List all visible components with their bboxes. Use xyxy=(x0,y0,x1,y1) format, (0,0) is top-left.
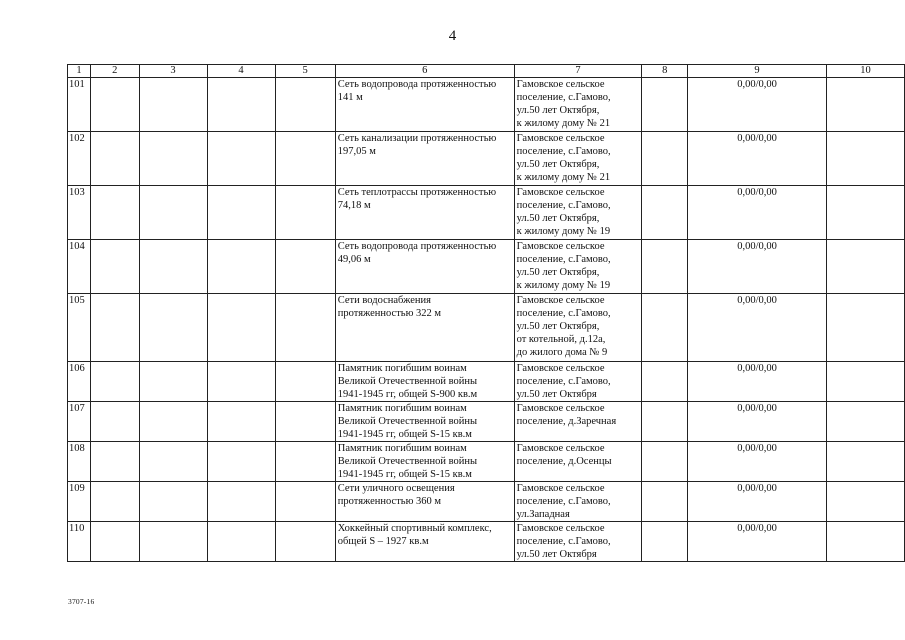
cell-col-10 xyxy=(827,78,905,132)
cell-col-7: Гамовское сельское поселение, д.Заречная xyxy=(514,402,642,442)
cell-col-3 xyxy=(139,482,207,522)
cell-col-6: Сеть водопровода протяженностью 141 м xyxy=(335,78,514,132)
cell-col-1: 107 xyxy=(68,402,91,442)
cell-col-3 xyxy=(139,294,207,362)
cell-col-10 xyxy=(827,132,905,186)
table-row xyxy=(68,402,905,442)
cell-col-3 xyxy=(139,402,207,442)
cell-col-5 xyxy=(275,442,335,482)
registry-table xyxy=(67,64,905,562)
column-header-6: 6 xyxy=(335,65,514,78)
cell-col-4 xyxy=(207,482,275,522)
cell-col-1: 109 xyxy=(68,482,91,522)
cell-col-9: 0,00/0,00 xyxy=(688,522,827,562)
cell-col-4 xyxy=(207,78,275,132)
cell-col-2 xyxy=(90,522,139,562)
cell-col-1: 103 xyxy=(68,186,91,240)
page-number: 4 xyxy=(448,28,457,44)
column-header-3: 3 xyxy=(139,65,207,78)
table-row xyxy=(68,294,905,362)
cell-col-2 xyxy=(90,442,139,482)
cell-col-8 xyxy=(642,78,688,132)
cell-col-10 xyxy=(827,294,905,362)
cell-col-7: Гамовское сельское поселение, с.Гамово, ул.50 лет Октября, к жилому дому № 19 xyxy=(514,186,642,240)
cell-col-2 xyxy=(90,362,139,402)
cell-col-5 xyxy=(275,362,335,402)
cell-col-8 xyxy=(642,402,688,442)
cell-col-7: Гамовское сельское поселение, с.Гамово, ул.50 лет Октября, от котельной, д.12а, до жилого дома № 9 xyxy=(514,294,642,362)
cell-col-1: 105 xyxy=(68,294,91,362)
cell-col-1: 106 xyxy=(68,362,91,402)
cell-col-2 xyxy=(90,186,139,240)
cell-col-5 xyxy=(275,402,335,442)
cell-col-5 xyxy=(275,522,335,562)
cell-col-9: 0,00/0,00 xyxy=(688,78,827,132)
cell-col-8 xyxy=(642,132,688,186)
table-row xyxy=(68,240,905,294)
cell-col-7: Гамовское сельское поселение, с.Гамово, ул.50 лет Октября, к жилому дому № 19 xyxy=(514,240,642,294)
cell-col-9: 0,00/0,00 xyxy=(688,240,827,294)
cell-col-9: 0,00/0,00 xyxy=(688,442,827,482)
cell-col-6: Сеть теплотрассы протяженностью 74,18 м xyxy=(335,186,514,240)
cell-col-8 xyxy=(642,294,688,362)
cell-col-10 xyxy=(827,442,905,482)
cell-col-5 xyxy=(275,294,335,362)
cell-col-6: Хоккейный спортивный комплекс, общей S – 1927 кв.м xyxy=(335,522,514,562)
cell-col-7: Гамовское сельское поселение, д.Осенцы xyxy=(514,442,642,482)
cell-col-7: Гамовское сельское поселение, с.Гамово, ул.50 лет Октября, к жилому дому № 21 xyxy=(514,132,642,186)
cell-col-4 xyxy=(207,522,275,562)
cell-col-8 xyxy=(642,186,688,240)
cell-col-6: Памятник погибшим воинам Великой Отечественной войны 1941-1945 гг, общей S-15 кв.м xyxy=(335,442,514,482)
cell-col-5 xyxy=(275,78,335,132)
cell-col-3 xyxy=(139,186,207,240)
cell-col-9: 0,00/0,00 xyxy=(688,362,827,402)
cell-col-6: Сеть канализации протяженностью 197,05 м xyxy=(335,132,514,186)
cell-col-9: 0,00/0,00 xyxy=(688,294,827,362)
cell-col-8 xyxy=(642,522,688,562)
cell-col-3 xyxy=(139,522,207,562)
cell-col-6: Сеть водопровода протяженностью 49,06 м xyxy=(335,240,514,294)
table-row xyxy=(68,132,905,186)
cell-col-9: 0,00/0,00 xyxy=(688,186,827,240)
cell-col-6: Памятник погибшим воинам Великой Отечественной войны 1941-1945 гг, общей S-15 кв.м xyxy=(335,402,514,442)
cell-col-8 xyxy=(642,442,688,482)
column-header-7: 7 xyxy=(514,65,642,78)
cell-col-5 xyxy=(275,482,335,522)
cell-col-2 xyxy=(90,482,139,522)
cell-col-7: Гамовское сельское поселение, с.Гамово, ул.Западная xyxy=(514,482,642,522)
table-row xyxy=(68,482,905,522)
column-header-10: 10 xyxy=(827,65,905,78)
cell-col-1: 110 xyxy=(68,522,91,562)
cell-col-7: Гамовское сельское поселение, с.Гамово, ул.50 лет Октября xyxy=(514,362,642,402)
cell-col-2 xyxy=(90,294,139,362)
cell-col-9: 0,00/0,00 xyxy=(688,132,827,186)
cell-col-2 xyxy=(90,240,139,294)
table-row xyxy=(68,186,905,240)
cell-col-6: Памятник погибшим воинам Великой Отечественной войны 1941-1945 гг, общей S-900 кв.м xyxy=(335,362,514,402)
cell-col-3 xyxy=(139,362,207,402)
column-header-4: 4 xyxy=(207,65,275,78)
cell-col-10 xyxy=(827,402,905,442)
cell-col-4 xyxy=(207,362,275,402)
cell-col-10 xyxy=(827,362,905,402)
table-row xyxy=(68,442,905,482)
column-header-8: 8 xyxy=(642,65,688,78)
cell-col-7: Гамовское сельское поселение, с.Гамово, ул.50 лет Октября, к жилому дому № 21 xyxy=(514,78,642,132)
cell-col-3 xyxy=(139,240,207,294)
cell-col-5 xyxy=(275,186,335,240)
cell-col-4 xyxy=(207,132,275,186)
cell-col-3 xyxy=(139,78,207,132)
cell-col-8 xyxy=(642,240,688,294)
cell-col-4 xyxy=(207,442,275,482)
column-header-5: 5 xyxy=(275,65,335,78)
cell-col-3 xyxy=(139,132,207,186)
cell-col-10 xyxy=(827,482,905,522)
cell-col-4 xyxy=(207,402,275,442)
cell-col-2 xyxy=(90,78,139,132)
cell-col-9: 0,00/0,00 xyxy=(688,402,827,442)
cell-col-9: 0,00/0,00 xyxy=(688,482,827,522)
cell-col-8 xyxy=(642,482,688,522)
cell-col-1: 104 xyxy=(68,240,91,294)
cell-col-6: Сети уличного освещения протяженностью 360 м xyxy=(335,482,514,522)
cell-col-2 xyxy=(90,132,139,186)
table-row xyxy=(68,78,905,132)
column-header-1: 1 xyxy=(68,65,91,78)
cell-col-10 xyxy=(827,186,905,240)
cell-col-4 xyxy=(207,186,275,240)
cell-col-10 xyxy=(827,240,905,294)
column-header-2: 2 xyxy=(90,65,139,78)
table-row xyxy=(68,522,905,562)
cell-col-5 xyxy=(275,240,335,294)
cell-col-6: Сети водоснабжения протяженностью 322 м xyxy=(335,294,514,362)
header-row xyxy=(68,65,905,78)
cell-col-4 xyxy=(207,240,275,294)
cell-col-1: 102 xyxy=(68,132,91,186)
cell-col-7: Гамовское сельское поселение, с.Гамово, ул.50 лет Октября xyxy=(514,522,642,562)
cell-col-4 xyxy=(207,294,275,362)
cell-col-10 xyxy=(827,522,905,562)
footer-code: 3707-16 xyxy=(68,597,95,606)
column-header-9: 9 xyxy=(688,65,827,78)
cell-col-2 xyxy=(90,402,139,442)
cell-col-5 xyxy=(275,132,335,186)
cell-col-1: 101 xyxy=(68,78,91,132)
cell-col-1: 108 xyxy=(68,442,91,482)
cell-col-8 xyxy=(642,362,688,402)
table-row xyxy=(68,362,905,402)
table-body xyxy=(68,78,905,562)
cell-col-3 xyxy=(139,442,207,482)
